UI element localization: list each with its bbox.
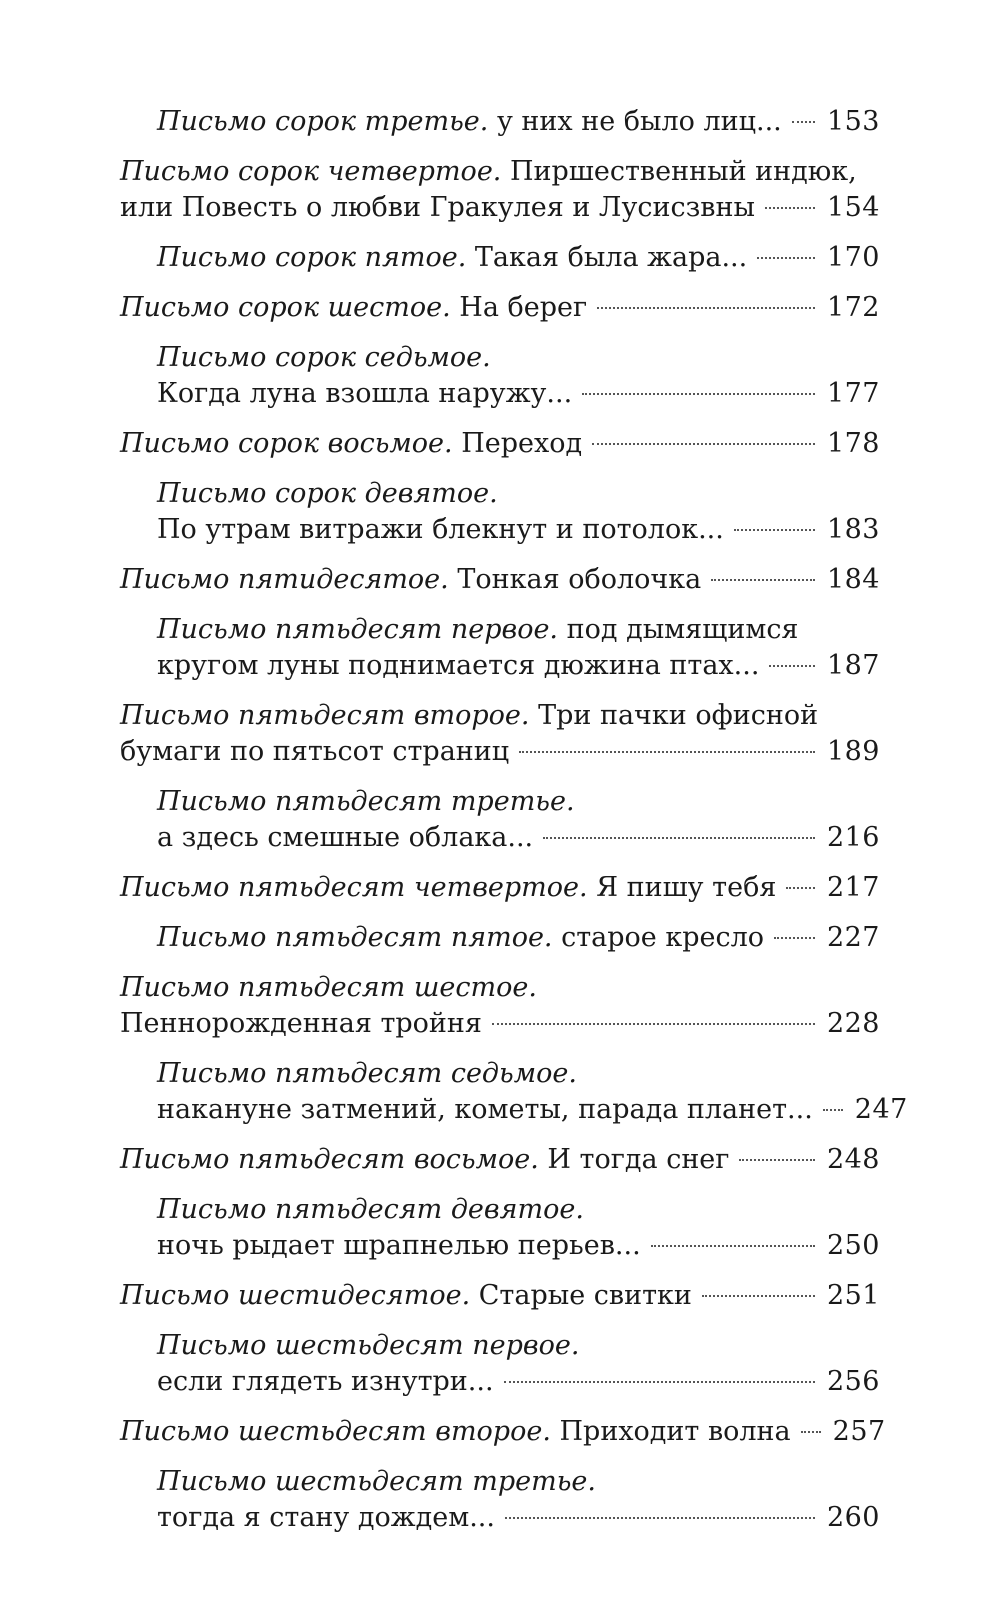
page-number: 256 [826, 1366, 880, 1397]
letter-title: Письмо сорок пятое. [157, 242, 467, 273]
page-number: 184 [826, 564, 880, 595]
dot-leader [519, 751, 815, 753]
toc-entry [120, 1278, 880, 1314]
page-number: 216 [826, 822, 880, 853]
dot-leader [504, 1381, 815, 1383]
letter-title: Письмо пятьдесят первое. [157, 614, 559, 645]
dot-leader [702, 1295, 815, 1297]
toc-entry [120, 1056, 908, 1128]
toc-entry [120, 784, 880, 856]
letter-subtitle: Старые свитки [478, 1280, 692, 1311]
page-number: 248 [826, 1144, 880, 1175]
page-number: 170 [826, 242, 880, 273]
letter-subtitle-continued: кругом луны поднимается дюжина птах... [157, 650, 760, 681]
letter-title: Письмо шестьдесят второе. [120, 1416, 551, 1447]
page-number: 227 [826, 922, 880, 953]
page-number: 250 [826, 1230, 880, 1261]
letter-subtitle: Такая была жара... [474, 242, 748, 273]
toc-entry [120, 1414, 886, 1450]
dot-leader [711, 579, 815, 581]
letter-subtitle: Тонкая оболочка [457, 564, 702, 595]
letter-subtitle: По утрам витражи блекнут и потолок... [157, 514, 724, 545]
dot-leader [769, 665, 815, 667]
page-number: 189 [826, 736, 880, 767]
letter-title: Письмо сорок четвертое. [120, 156, 502, 187]
toc-entry [120, 698, 880, 770]
letter-subtitle: Переход [461, 428, 583, 459]
letter-subtitle: На берег [459, 292, 588, 323]
letter-subtitle: у них не было лиц... [496, 106, 782, 137]
dot-leader [582, 393, 815, 395]
letter-title: Письмо сорок третье. [157, 106, 489, 137]
letter-subtitle-continued: бумаги по пятьсот страниц [120, 736, 510, 767]
dot-leader [801, 1431, 821, 1433]
page-number: 178 [826, 428, 880, 459]
dot-leader [792, 121, 815, 123]
letter-title: Письмо пятьдесят второе. [120, 700, 530, 731]
toc-entry [120, 1328, 880, 1400]
toc-entry [120, 612, 880, 684]
letter-title: Письмо шестьдесят третье. [157, 1466, 596, 1497]
page-number: 177 [826, 378, 880, 409]
dot-leader [505, 1517, 815, 1519]
letter-subtitle: И тогда снег [547, 1144, 730, 1175]
page-number: 187 [826, 650, 880, 681]
letter-title: Письмо сорок седьмое. [157, 342, 491, 373]
dot-leader [592, 443, 815, 445]
page-number: 154 [826, 192, 880, 223]
letter-subtitle: если глядеть изнутри... [157, 1366, 494, 1397]
letter-subtitle: Пеннорожденная тройня [120, 1008, 482, 1039]
letter-title: Письмо пятидесятое. [120, 564, 449, 595]
letter-subtitle: Пиршественный индюк, [509, 156, 857, 187]
toc-entry [120, 1192, 880, 1264]
dot-leader [774, 937, 815, 939]
dot-leader [765, 207, 815, 209]
letter-title: Письмо сорок девятое. [157, 478, 498, 509]
dot-leader [734, 529, 815, 531]
letter-title: Письмо пятьдесят восьмое. [120, 1144, 539, 1175]
toc-entry [120, 562, 880, 598]
toc-entry [120, 154, 880, 226]
letter-title: Письмо пятьдесят пятое. [157, 922, 553, 953]
letter-subtitle: Три пачки офисной [538, 700, 819, 731]
dot-leader [543, 837, 815, 839]
table-of-contents [120, 104, 908, 1550]
dot-leader [651, 1245, 815, 1247]
letter-subtitle: под дымящимся [566, 614, 799, 645]
letter-subtitle: старое кресло [561, 922, 765, 953]
page-number: 257 [832, 1416, 886, 1447]
dot-leader [739, 1159, 815, 1161]
letter-title: Письмо шестидесятое. [120, 1280, 471, 1311]
letter-title: Письмо пятьдесят седьмое. [157, 1058, 577, 1089]
toc-entry [120, 476, 880, 548]
toc-entry [120, 240, 880, 276]
page-number: 260 [826, 1502, 880, 1533]
page-number: 183 [826, 514, 880, 545]
letter-subtitle: накануне затмений, кометы, парада планет... [157, 1094, 813, 1125]
page-number: 228 [826, 1008, 880, 1039]
letter-subtitle: ночь рыдает шрапнелью перьев... [157, 1230, 641, 1261]
letter-subtitle: а здесь смешные облака... [157, 822, 534, 853]
toc-entry [120, 1464, 880, 1536]
letter-subtitle: Я пишу тебя [596, 872, 777, 903]
page-number: 251 [826, 1280, 880, 1311]
letter-subtitle: Приходит волна [559, 1416, 791, 1447]
dot-leader [492, 1023, 815, 1025]
letter-subtitle-continued: или Повесть о любви Гракулея и Лусисзвны [120, 192, 755, 223]
letter-subtitle: тогда я стану дождем... [157, 1502, 495, 1533]
toc-entry [120, 1142, 880, 1178]
letter-title: Письмо пятьдесят девятое. [157, 1194, 584, 1225]
page-number: 247 [854, 1094, 908, 1125]
letter-title: Письмо пятьдесят третье. [157, 786, 575, 817]
toc-entry [120, 870, 880, 906]
letter-title: Письмо пятьдесят четвертое. [120, 872, 588, 903]
dot-leader [597, 307, 815, 309]
toc-entry [120, 426, 880, 462]
letter-title: Письмо пятьдесят шестое. [120, 972, 537, 1003]
dot-leader [823, 1109, 843, 1111]
page-number: 172 [826, 292, 880, 323]
letter-title: Письмо сорок шестое. [120, 292, 451, 323]
toc-entry [120, 970, 880, 1042]
page-number: 153 [826, 106, 880, 137]
dot-leader [757, 257, 815, 259]
toc-entry [120, 290, 880, 326]
dot-leader [786, 887, 815, 889]
toc-entry [120, 340, 880, 412]
letter-title: Письмо шестьдесят первое. [157, 1330, 580, 1361]
page-number: 217 [826, 872, 880, 903]
letter-subtitle: Когда луна взошла наружу... [157, 378, 573, 409]
toc-entry [120, 104, 880, 140]
letter-title: Письмо сорок восьмое. [120, 428, 453, 459]
toc-entry [120, 920, 880, 956]
